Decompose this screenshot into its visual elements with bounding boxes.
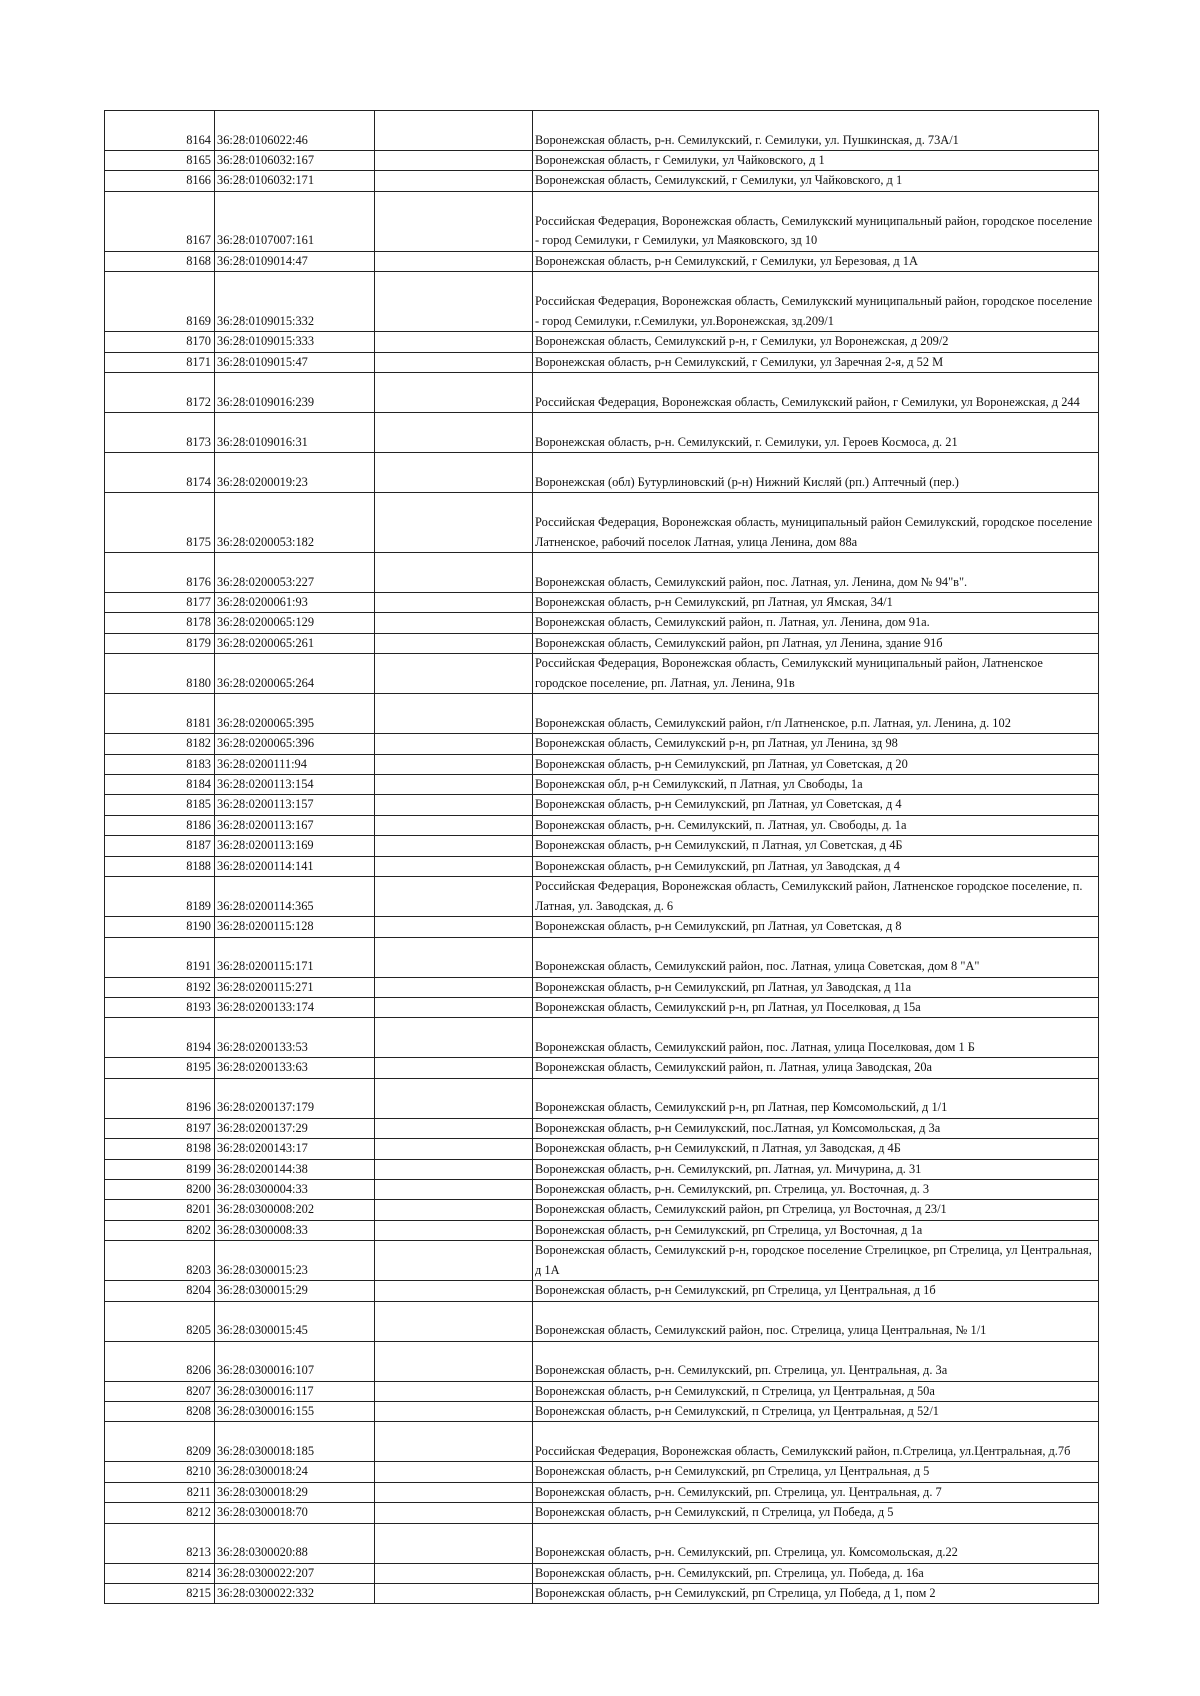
empty-cell <box>375 1584 533 1604</box>
cadastral-number-cell: 36:28:0200144:38 <box>215 1159 375 1179</box>
empty-cell <box>375 633 533 653</box>
row-number-cell: 8210 <box>105 1462 215 1482</box>
address-cell: Воронежская область, Семилукский район, рп Латная, ул Ленина, здание 91б <box>533 633 1099 653</box>
address-cell: Воронежская область, р-н. Семилукский, п. Латная, ул. Свободы, д. 1а <box>533 815 1099 835</box>
table-row <box>105 1220 1099 1240</box>
address-cell: Воронежская область, р-н Семилукский, рп Латная, ул Ямская, 34/1 <box>533 593 1099 613</box>
cadastral-number-cell: 36:28:0300020:88 <box>215 1523 375 1563</box>
empty-cell <box>375 1220 533 1240</box>
table-row <box>105 553 1099 593</box>
row-number-cell: 8212 <box>105 1503 215 1523</box>
cadastral-number-cell: 36:28:0200065:261 <box>215 633 375 653</box>
address-cell: Воронежская область, р-н. Семилукский, рп. Стрелица, ул. Победа, д. 16а <box>533 1563 1099 1583</box>
address-cell: Воронежская (обл) Бутурлиновский (р-н) Нижний Кисляй (рп.) Аптечный (пер.) <box>533 453 1099 493</box>
address-cell: Воронежская область, р-н Семилукский, п Латная, ул Советская, д 4Б <box>533 836 1099 856</box>
cadastral-number-cell: 36:28:0300008:202 <box>215 1200 375 1220</box>
row-number-cell: 8190 <box>105 917 215 937</box>
row-number-cell: 8171 <box>105 352 215 372</box>
empty-cell <box>375 694 533 734</box>
table-row <box>105 654 1099 694</box>
row-number-cell: 8181 <box>105 694 215 734</box>
address-cell: Воронежская область, р-н Семилукский, рп Стрелица, ул Восточная, д 1а <box>533 1220 1099 1240</box>
cadastral-number-cell: 36:28:0200113:154 <box>215 775 375 795</box>
row-number-cell: 8193 <box>105 997 215 1017</box>
address-cell: Воронежская область, р-н. Семилукский, рп. Стрелица, ул. Восточная, д. 3 <box>533 1179 1099 1199</box>
table-row <box>105 613 1099 633</box>
empty-cell <box>375 613 533 633</box>
cadastral-number-cell: 36:28:0200133:53 <box>215 1018 375 1058</box>
cadastral-number-cell: 36:28:0200114:365 <box>215 877 375 917</box>
row-number-cell: 8168 <box>105 251 215 271</box>
empty-cell <box>375 251 533 271</box>
table-row <box>105 251 1099 271</box>
cadastral-number-cell: 36:28:0300022:332 <box>215 1584 375 1604</box>
row-number-cell: 8192 <box>105 977 215 997</box>
address-cell: Воронежская область, Семилукский район, г/п Латненское, р.п. Латная, ул. Ленина, д. 102 <box>533 694 1099 734</box>
cadastral-number-cell: 36:28:0200019:23 <box>215 453 375 493</box>
cadastral-number-cell: 36:28:0200115:171 <box>215 937 375 977</box>
table-row <box>105 272 1099 332</box>
cadastral-number-cell: 36:28:0300015:23 <box>215 1241 375 1281</box>
row-number-cell: 8174 <box>105 453 215 493</box>
address-cell: Воронежская область, Семилукский р-н, городское поселение Стрелицкое, рп Стрелица, ул Центральная, д 1А <box>533 1241 1099 1281</box>
row-number-cell: 8204 <box>105 1281 215 1301</box>
table-row <box>105 1118 1099 1138</box>
table-row <box>105 1401 1099 1421</box>
table-row <box>105 1159 1099 1179</box>
address-cell: Российская Федерация, Воронежская область, Семилукский муниципальный район, Латненское городское поселение, рп. Латная, ул. Ленина, 91в <box>533 654 1099 694</box>
row-number-cell: 8202 <box>105 1220 215 1240</box>
cadastral-number-cell: 36:28:0300016:155 <box>215 1401 375 1421</box>
empty-cell <box>375 734 533 754</box>
row-number-cell: 8177 <box>105 593 215 613</box>
empty-cell <box>375 151 533 171</box>
row-number-cell: 8176 <box>105 553 215 593</box>
table-row <box>105 815 1099 835</box>
address-cell: Российская Федерация, Воронежская область, Семилукский муниципальный район, городское поселение - город Семилуки, г.Семилуки, ул.Воронежская, зд.209/1 <box>533 272 1099 332</box>
table-row <box>105 937 1099 977</box>
cadastral-number-cell: 36:28:0200113:157 <box>215 795 375 815</box>
cadastral-number-cell: 36:28:0200113:167 <box>215 815 375 835</box>
empty-cell <box>375 373 533 413</box>
table-row <box>105 1301 1099 1341</box>
cadastral-number-cell: 36:28:0109016:31 <box>215 413 375 453</box>
table-row <box>105 997 1099 1017</box>
table-row <box>105 1281 1099 1301</box>
table-row <box>105 1381 1099 1401</box>
address-cell: Воронежская область, р-н Семилукский, п Стрелица, ул Победа, д 5 <box>533 1503 1099 1523</box>
table-row <box>105 1179 1099 1199</box>
empty-cell <box>375 1422 533 1462</box>
address-cell: Воронежская обл, р-н Семилукский, п Латная, ул Свободы, 1а <box>533 775 1099 795</box>
cadastral-number-cell: 36:28:0106032:167 <box>215 151 375 171</box>
table-row <box>105 1200 1099 1220</box>
row-number-cell: 8199 <box>105 1159 215 1179</box>
address-cell: Воронежская область, р-н Семилукский, рп Латная, ул Заводская, д 4 <box>533 856 1099 876</box>
address-cell: Воронежская область, р-н Семилукский, п Стрелица, ул Центральная, д 50а <box>533 1381 1099 1401</box>
empty-cell <box>375 191 533 251</box>
empty-cell <box>375 1281 533 1301</box>
empty-cell <box>375 1139 533 1159</box>
address-cell: Воронежская область, р-н. Семилукский, рп. Стрелица, ул. Комсомольская, д.22 <box>533 1523 1099 1563</box>
row-number-cell: 8178 <box>105 613 215 633</box>
cadastral-number-cell: 36:28:0109014:47 <box>215 251 375 271</box>
address-cell: Воронежская область, Семилукский район, пос. Стрелица, улица Центральная, № 1/1 <box>533 1301 1099 1341</box>
cadastral-number-cell: 36:28:0300018:24 <box>215 1462 375 1482</box>
address-cell: Воронежская область, Семилукский район, п. Латная, ул. Ленина, дом 91а. <box>533 613 1099 633</box>
table-row <box>105 1584 1099 1604</box>
row-number-cell: 8180 <box>105 654 215 694</box>
empty-cell <box>375 1078 533 1118</box>
cadastral-number-cell: 36:28:0109016:239 <box>215 373 375 413</box>
cadastral-number-cell: 36:28:0200053:227 <box>215 553 375 593</box>
table-row <box>105 332 1099 352</box>
cadastral-number-cell: 36:28:0200143:17 <box>215 1139 375 1159</box>
row-number-cell: 8196 <box>105 1078 215 1118</box>
table-row <box>105 1563 1099 1583</box>
row-number-cell: 8197 <box>105 1118 215 1138</box>
address-cell: Воронежская область, г Семилуки, ул Чайковского, д 1 <box>533 151 1099 171</box>
property-register-table <box>104 110 1099 1604</box>
cadastral-number-cell: 36:28:0200113:169 <box>215 836 375 856</box>
row-number-cell: 8185 <box>105 795 215 815</box>
cadastral-number-cell: 36:28:0200137:29 <box>215 1118 375 1138</box>
empty-cell <box>375 977 533 997</box>
row-number-cell: 8175 <box>105 493 215 553</box>
address-cell: Воронежская область, р-н. Семилукский, рп. Латная, ул. Мичурина, д. 31 <box>533 1159 1099 1179</box>
address-cell: Российская Федерация, Воронежская область, муниципальный район Семилукский, городское поселение Латненское, рабочий поселок Латная, улица Ленина, дом 88а <box>533 493 1099 553</box>
empty-cell <box>375 272 533 332</box>
table-row <box>105 373 1099 413</box>
cadastral-number-cell: 36:28:0200053:182 <box>215 493 375 553</box>
row-number-cell: 8201 <box>105 1200 215 1220</box>
empty-cell <box>375 1301 533 1341</box>
row-number-cell: 8167 <box>105 191 215 251</box>
address-cell: Воронежская область, Семилукский р-н, рп Латная, ул Ленина, зд 98 <box>533 734 1099 754</box>
table-row <box>105 1482 1099 1502</box>
address-cell: Воронежская область, Семилукский р-н, г Семилуки, ул Воронежская, д 209/2 <box>533 332 1099 352</box>
table-row <box>105 171 1099 191</box>
empty-cell <box>375 171 533 191</box>
empty-cell <box>375 997 533 1017</box>
empty-cell <box>375 1341 533 1381</box>
row-number-cell: 8186 <box>105 815 215 835</box>
row-number-cell: 8203 <box>105 1241 215 1281</box>
cadastral-number-cell: 36:28:0300018:70 <box>215 1503 375 1523</box>
table-row <box>105 836 1099 856</box>
address-cell: Воронежская область, Семилукский район, пос. Латная, улица Советская, дом 8 "А" <box>533 937 1099 977</box>
address-cell: Воронежская область, р-н. Семилукский, г. Семилуки, ул. Пушкинская, д. 73А/1 <box>533 111 1099 151</box>
empty-cell <box>375 877 533 917</box>
row-number-cell: 8182 <box>105 734 215 754</box>
table-row <box>105 1078 1099 1118</box>
cadastral-number-cell: 36:28:0109015:332 <box>215 272 375 332</box>
cadastral-number-cell: 36:28:0300015:45 <box>215 1301 375 1341</box>
cadastral-number-cell: 36:28:0106022:46 <box>215 111 375 151</box>
row-number-cell: 8173 <box>105 413 215 453</box>
table-row <box>105 1422 1099 1462</box>
empty-cell <box>375 352 533 372</box>
cadastral-number-cell: 36:28:0300018:185 <box>215 1422 375 1462</box>
row-number-cell: 8184 <box>105 775 215 795</box>
empty-cell <box>375 1058 533 1078</box>
address-cell: Воронежская область, р-н Семилукский, рп Латная, ул Советская, д 4 <box>533 795 1099 815</box>
cadastral-number-cell: 36:28:0200133:174 <box>215 997 375 1017</box>
row-number-cell: 8187 <box>105 836 215 856</box>
table-row <box>105 877 1099 917</box>
address-cell: Воронежская область, р-н. Семилукский, г. Семилуки, ул. Героев Космоса, д. 21 <box>533 413 1099 453</box>
address-cell: Воронежская область, Семилукский р-н, рп Латная, пер Комсомольский, д 1/1 <box>533 1078 1099 1118</box>
table-row <box>105 111 1099 151</box>
cadastral-number-cell: 36:28:0200065:129 <box>215 613 375 633</box>
empty-cell <box>375 1523 533 1563</box>
row-number-cell: 8188 <box>105 856 215 876</box>
empty-cell <box>375 795 533 815</box>
empty-cell <box>375 836 533 856</box>
row-number-cell: 8165 <box>105 151 215 171</box>
empty-cell <box>375 1159 533 1179</box>
table-body <box>105 111 1099 1604</box>
cadastral-number-cell: 36:28:0109015:47 <box>215 352 375 372</box>
cadastral-number-cell: 36:28:0200061:93 <box>215 593 375 613</box>
address-cell: Воронежская область, Семилукский район, п. Латная, улица Заводская, 20а <box>533 1058 1099 1078</box>
cadastral-number-cell: 36:28:0300016:107 <box>215 1341 375 1381</box>
table-row <box>105 1503 1099 1523</box>
table-row <box>105 1018 1099 1058</box>
empty-cell <box>375 937 533 977</box>
cadastral-number-cell: 36:28:0300008:33 <box>215 1220 375 1240</box>
table-row <box>105 593 1099 613</box>
cadastral-number-cell: 36:28:0200065:395 <box>215 694 375 734</box>
cadastral-number-cell: 36:28:0300015:29 <box>215 1281 375 1301</box>
row-number-cell: 8215 <box>105 1584 215 1604</box>
row-number-cell: 8213 <box>105 1523 215 1563</box>
cadastral-number-cell: 36:28:0109015:333 <box>215 332 375 352</box>
table-row <box>105 775 1099 795</box>
cadastral-number-cell: 36:28:0200133:63 <box>215 1058 375 1078</box>
cadastral-number-cell: 36:28:0200065:396 <box>215 734 375 754</box>
table-row <box>105 734 1099 754</box>
address-cell: Воронежская область, р-н Семилукский, п Стрелица, ул Центральная, д 52/1 <box>533 1401 1099 1421</box>
address-cell: Воронежская область, р-н. Семилукский, рп. Стрелица, ул. Центральная, д. 3а <box>533 1341 1099 1381</box>
cadastral-number-cell: 36:28:0300018:29 <box>215 1482 375 1502</box>
empty-cell <box>375 815 533 835</box>
cadastral-number-cell: 36:28:0300016:117 <box>215 1381 375 1401</box>
table-row <box>105 977 1099 997</box>
row-number-cell: 8195 <box>105 1058 215 1078</box>
table-row <box>105 1341 1099 1381</box>
empty-cell <box>375 754 533 774</box>
row-number-cell: 8189 <box>105 877 215 917</box>
address-cell: Воронежская область, р-н Семилукский, рп Латная, ул Советская, д 8 <box>533 917 1099 937</box>
table-row <box>105 1139 1099 1159</box>
address-cell: Воронежская область, р-н Семилукский, рп Стрелица, ул Центральная, д 1б <box>533 1281 1099 1301</box>
row-number-cell: 8214 <box>105 1563 215 1583</box>
empty-cell <box>375 917 533 937</box>
row-number-cell: 8205 <box>105 1301 215 1341</box>
table-row <box>105 795 1099 815</box>
row-number-cell: 8164 <box>105 111 215 151</box>
empty-cell <box>375 1179 533 1199</box>
address-cell: Воронежская область, р-н Семилукский, рп Стрелица, ул Победа, д 1, пом 2 <box>533 1584 1099 1604</box>
table-row <box>105 493 1099 553</box>
row-number-cell: 8179 <box>105 633 215 653</box>
row-number-cell: 8183 <box>105 754 215 774</box>
address-cell: Воронежская область, р-н Семилукский, г Семилуки, ул Заречная 2-я, д 52 М <box>533 352 1099 372</box>
empty-cell <box>375 1381 533 1401</box>
empty-cell <box>375 1503 533 1523</box>
empty-cell <box>375 1462 533 1482</box>
empty-cell <box>375 111 533 151</box>
empty-cell <box>375 1563 533 1583</box>
empty-cell <box>375 1482 533 1502</box>
cadastral-number-cell: 36:28:0200115:271 <box>215 977 375 997</box>
row-number-cell: 8209 <box>105 1422 215 1462</box>
row-number-cell: 8166 <box>105 171 215 191</box>
row-number-cell: 8194 <box>105 1018 215 1058</box>
address-cell: Российская Федерация, Воронежская область, Семилукский район, п.Стрелица, ул.Центральная, д.7б <box>533 1422 1099 1462</box>
row-number-cell: 8206 <box>105 1341 215 1381</box>
empty-cell <box>375 553 533 593</box>
empty-cell <box>375 413 533 453</box>
empty-cell <box>375 654 533 694</box>
row-number-cell: 8172 <box>105 373 215 413</box>
empty-cell <box>375 593 533 613</box>
table-row <box>105 1523 1099 1563</box>
address-cell: Российская Федерация, Воронежская область, Семилукский район, г Семилуки, ул Воронежская, д 244 <box>533 373 1099 413</box>
row-number-cell: 8211 <box>105 1482 215 1502</box>
address-cell: Воронежская область, р-н Семилукский, рп Латная, ул Заводская, д 11а <box>533 977 1099 997</box>
address-cell: Воронежская область, Семилукский район, пос. Латная, ул. Ленина, дом № 94"в". <box>533 553 1099 593</box>
cadastral-number-cell: 36:28:0107007:161 <box>215 191 375 251</box>
table-row <box>105 151 1099 171</box>
empty-cell <box>375 856 533 876</box>
row-number-cell: 8198 <box>105 1139 215 1159</box>
table-row <box>105 453 1099 493</box>
empty-cell <box>375 1018 533 1058</box>
cadastral-number-cell: 36:28:0300022:207 <box>215 1563 375 1583</box>
table-row <box>105 754 1099 774</box>
address-cell: Воронежская область, Семилукский район, рп Стрелица, ул Восточная, д 23/1 <box>533 1200 1099 1220</box>
cadastral-number-cell: 36:28:0300004:33 <box>215 1179 375 1199</box>
table-row <box>105 191 1099 251</box>
empty-cell <box>375 453 533 493</box>
address-cell: Воронежская область, р-н Семилукский, рп Латная, ул Советская, д 20 <box>533 754 1099 774</box>
cadastral-number-cell: 36:28:0200114:141 <box>215 856 375 876</box>
table-row <box>105 694 1099 734</box>
table-row <box>105 917 1099 937</box>
table-row <box>105 352 1099 372</box>
empty-cell <box>375 493 533 553</box>
empty-cell <box>375 332 533 352</box>
table-row <box>105 1241 1099 1281</box>
cadastral-number-cell: 36:28:0200111:94 <box>215 754 375 774</box>
address-cell: Воронежская область, р-н Семилукский, пос.Латная, ул Комсомольская, д 3а <box>533 1118 1099 1138</box>
row-number-cell: 8208 <box>105 1401 215 1421</box>
address-cell: Воронежская область, р-н Семилукский, г Семилуки, ул Березовая, д 1А <box>533 251 1099 271</box>
table-row <box>105 1462 1099 1482</box>
row-number-cell: 8207 <box>105 1381 215 1401</box>
cadastral-number-cell: 36:28:0200137:179 <box>215 1078 375 1118</box>
empty-cell <box>375 1241 533 1281</box>
address-cell: Воронежская область, р-н Семилукский, рп Стрелица, ул Центральная, д 5 <box>533 1462 1099 1482</box>
row-number-cell: 8169 <box>105 272 215 332</box>
table-row <box>105 413 1099 453</box>
table-row <box>105 1058 1099 1078</box>
table-row <box>105 633 1099 653</box>
address-cell: Воронежская область, р-н. Семилукский, рп. Стрелица, ул. Центральная, д. 7 <box>533 1482 1099 1502</box>
address-cell: Воронежская область, Семилукский, г Семилуки, ул Чайковского, д 1 <box>533 171 1099 191</box>
row-number-cell: 8170 <box>105 332 215 352</box>
cadastral-number-cell: 36:28:0106032:171 <box>215 171 375 191</box>
empty-cell <box>375 1200 533 1220</box>
address-cell: Воронежская область, р-н Семилукский, п Латная, ул Заводская, д 4Б <box>533 1139 1099 1159</box>
row-number-cell: 8191 <box>105 937 215 977</box>
cadastral-number-cell: 36:28:0200065:264 <box>215 654 375 694</box>
cadastral-number-cell: 36:28:0200115:128 <box>215 917 375 937</box>
empty-cell <box>375 1401 533 1421</box>
address-cell: Российская Федерация, Воронежская область, Семилукский район, Латненское городское поселение, п. Латная, ул. Заводская, д. 6 <box>533 877 1099 917</box>
empty-cell <box>375 1118 533 1138</box>
row-number-cell: 8200 <box>105 1179 215 1199</box>
empty-cell <box>375 775 533 795</box>
address-cell: Российская Федерация, Воронежская область, Семилукский муниципальный район, городское поселение - город Семилуки, г Семилуки, ул Маяковского, зд 10 <box>533 191 1099 251</box>
address-cell: Воронежская область, Семилукский район, пос. Латная, улица Поселковая, дом 1 Б <box>533 1018 1099 1058</box>
address-cell: Воронежская область, Семилукский р-н, рп Латная, ул Поселковая, д 15а <box>533 997 1099 1017</box>
table-row <box>105 856 1099 876</box>
